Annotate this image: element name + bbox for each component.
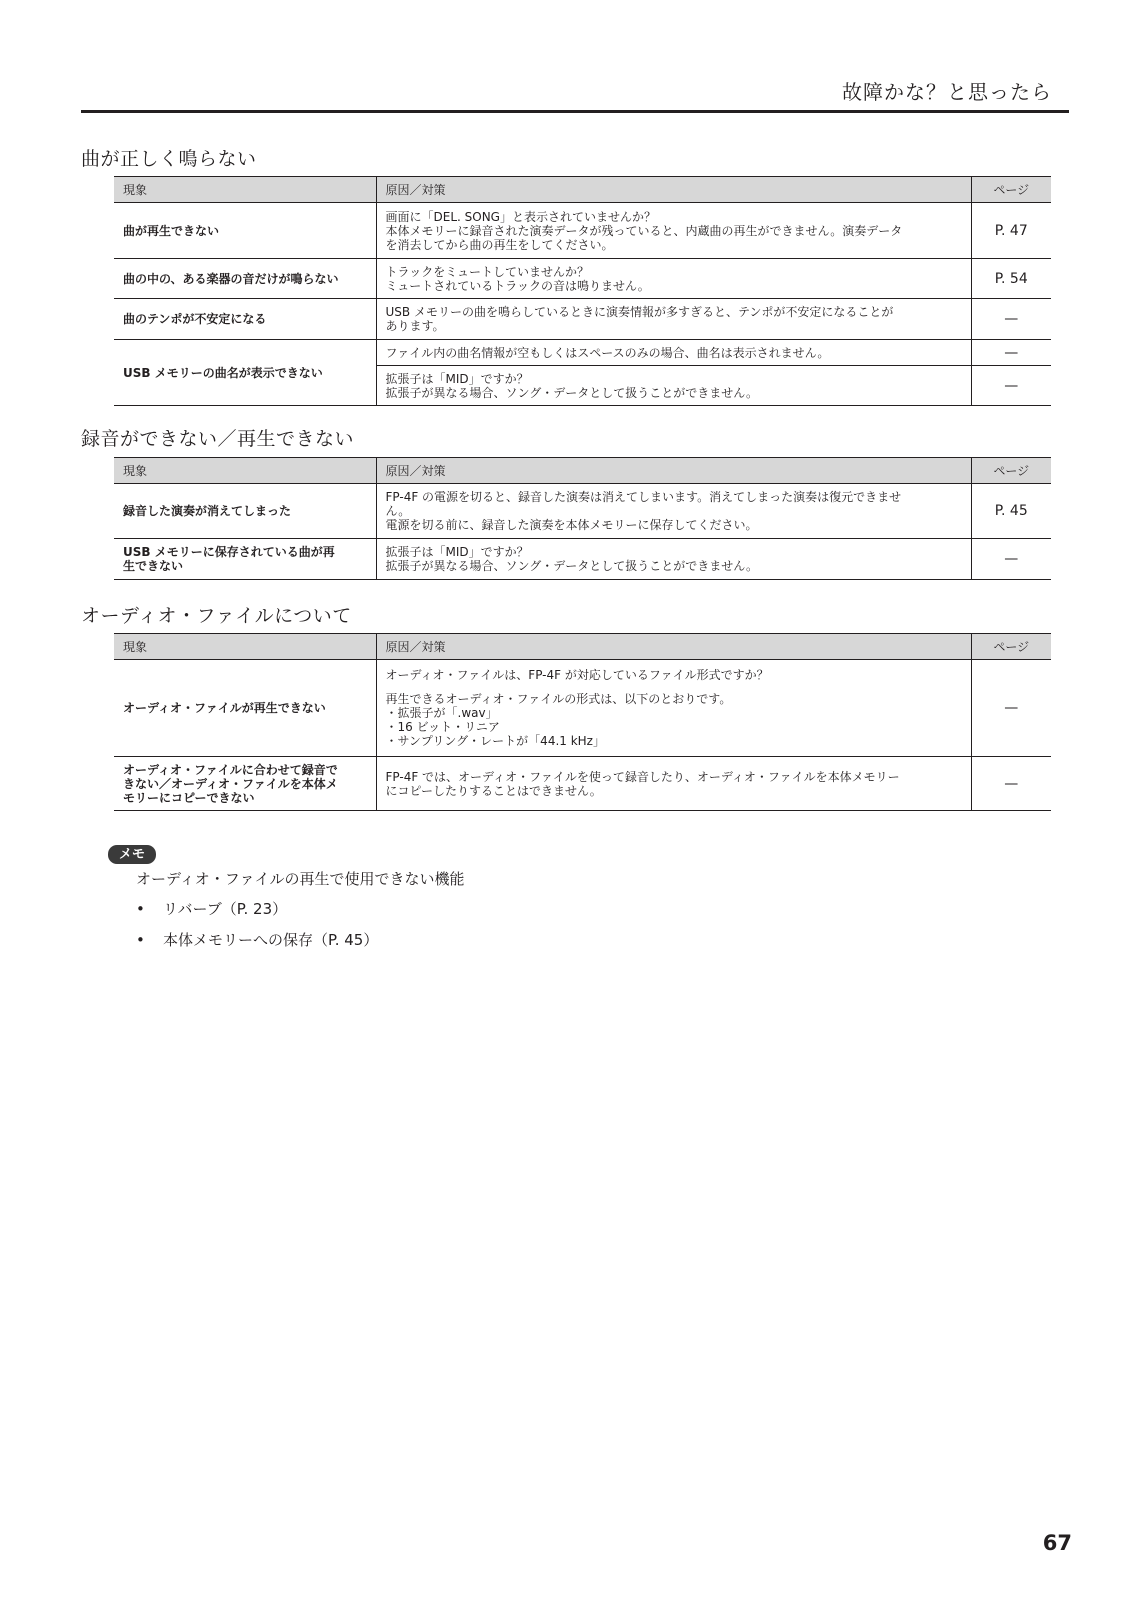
table-header-row	[114, 634, 1051, 660]
header-cause: 原因／対策	[376, 634, 971, 660]
bullet-icon: •	[136, 931, 145, 949]
section-title: オーディオ・ファイルについて	[81, 605, 352, 627]
table-header-row	[114, 458, 1051, 484]
page-cell: —	[971, 757, 1051, 811]
symptom-cell: 曲のテンポが不安定になる	[114, 299, 376, 340]
page-header-title: 故障かな？と思ったら	[842, 80, 1052, 104]
header-symptom: 現象	[114, 634, 376, 660]
page-cell: —	[971, 340, 1051, 366]
list-item: • 本体メモリーへの保存（P. 45）	[136, 931, 379, 949]
symptom-cell: 曲の中の、ある楽器の音だけが鳴らない	[114, 259, 376, 299]
symptom-cell: USB メモリーに保存されている曲が再 生できない	[114, 539, 376, 580]
memo-text: オーディオ・ファイルの再生で使用できない機能	[136, 870, 465, 888]
page-cell: —	[971, 539, 1051, 580]
table-header-row	[114, 177, 1051, 203]
symptom-cell: 曲が再生できない	[114, 203, 376, 259]
cause-cell: 画面に「DEL. SONG」と表示されていませんか？ 本体メモリーに録音された演奏データが残っていると、内蔵曲の再生ができません。演奏データ を消去してから曲の再生をしてください。	[376, 203, 971, 259]
memo-badge: メモ	[108, 845, 156, 864]
header-page: ページ	[971, 634, 1051, 660]
page-cell: —	[971, 366, 1051, 406]
list-item: • リバーブ（P. 23）	[136, 900, 288, 918]
cause-cell: FP-4F では、オーディオ・ファイルを使って録音したり、オーディオ・ファイルを本体メモリー にコピーしたりすることはできません。	[376, 757, 971, 811]
troubleshooting-table	[114, 457, 1051, 580]
page-cell: P. 47	[971, 203, 1051, 259]
table-row	[114, 340, 1051, 366]
cause-cell: ファイル内の曲名情報が空もしくはスペースのみの場合、曲名は表示されません。	[376, 340, 971, 366]
cause-cell: USB メモリーの曲を鳴らしているときに演奏情報が多すぎると、テンポが不安定になることが あります。	[376, 299, 971, 340]
table-row	[114, 259, 1051, 299]
header-cause: 原因／対策	[376, 177, 971, 203]
table-row	[114, 757, 1051, 811]
table-row	[114, 299, 1051, 340]
table-row	[114, 203, 1051, 259]
header-cause: 原因／対策	[376, 458, 971, 484]
section-title: 曲が正しく鳴らない	[81, 148, 257, 170]
page-cell: P. 54	[971, 259, 1051, 299]
header-rule	[81, 110, 1069, 113]
table-row	[114, 484, 1051, 539]
cause-cell: オーディオ・ファイルは、FP-4F が対応しているファイル形式ですか？ 再生できるオーディオ・ファイルの形式は、以下のとおりです。 ・拡張子が「.wav」 ・16 ビット・リニア ・サンプリング・レートが「44.1 kHz」	[376, 660, 971, 757]
page-number: 67	[1042, 1531, 1072, 1555]
symptom-cell: 録音した演奏が消えてしまった	[114, 484, 376, 539]
symptom-cell: オーディオ・ファイルが再生できない	[114, 660, 376, 757]
cause-cell: 拡張子は「MID」ですか？ 拡張子が異なる場合、ソング・データとして扱うことができません。	[376, 366, 971, 406]
troubleshooting-table	[114, 176, 1051, 406]
cause-cell: トラックをミュートしていませんか？ ミュートされているトラックの音は鳴りません。	[376, 259, 971, 299]
cause-cell: FP-4F の電源を切ると、録音した演奏は消えてしまいます。消えてしまった演奏は復元できませ ん。 電源を切る前に、録音した演奏を本体メモリーに保存してください。	[376, 484, 971, 539]
header-symptom: 現象	[114, 458, 376, 484]
symptom-cell: USB メモリーの曲名が表示できない	[114, 340, 376, 406]
troubleshooting-table	[114, 633, 1051, 811]
header-page: ページ	[971, 458, 1051, 484]
page-cell: —	[971, 660, 1051, 757]
table-row	[114, 660, 1051, 757]
bullet-icon: •	[136, 900, 145, 918]
section-title: 録音ができない／再生できない	[81, 428, 355, 450]
header-page: ページ	[971, 177, 1051, 203]
cause-cell: 拡張子は「MID」ですか？ 拡張子が異なる場合、ソング・データとして扱うことができません。	[376, 539, 971, 580]
table-row	[114, 539, 1051, 580]
page-cell: P. 45	[971, 484, 1051, 539]
header-symptom: 現象	[114, 177, 376, 203]
page-cell: —	[971, 299, 1051, 340]
symptom-cell: オーディオ・ファイルに合わせて録音で きない／オーディオ・ファイルを本体メ モリーにコピーできない	[114, 757, 376, 811]
